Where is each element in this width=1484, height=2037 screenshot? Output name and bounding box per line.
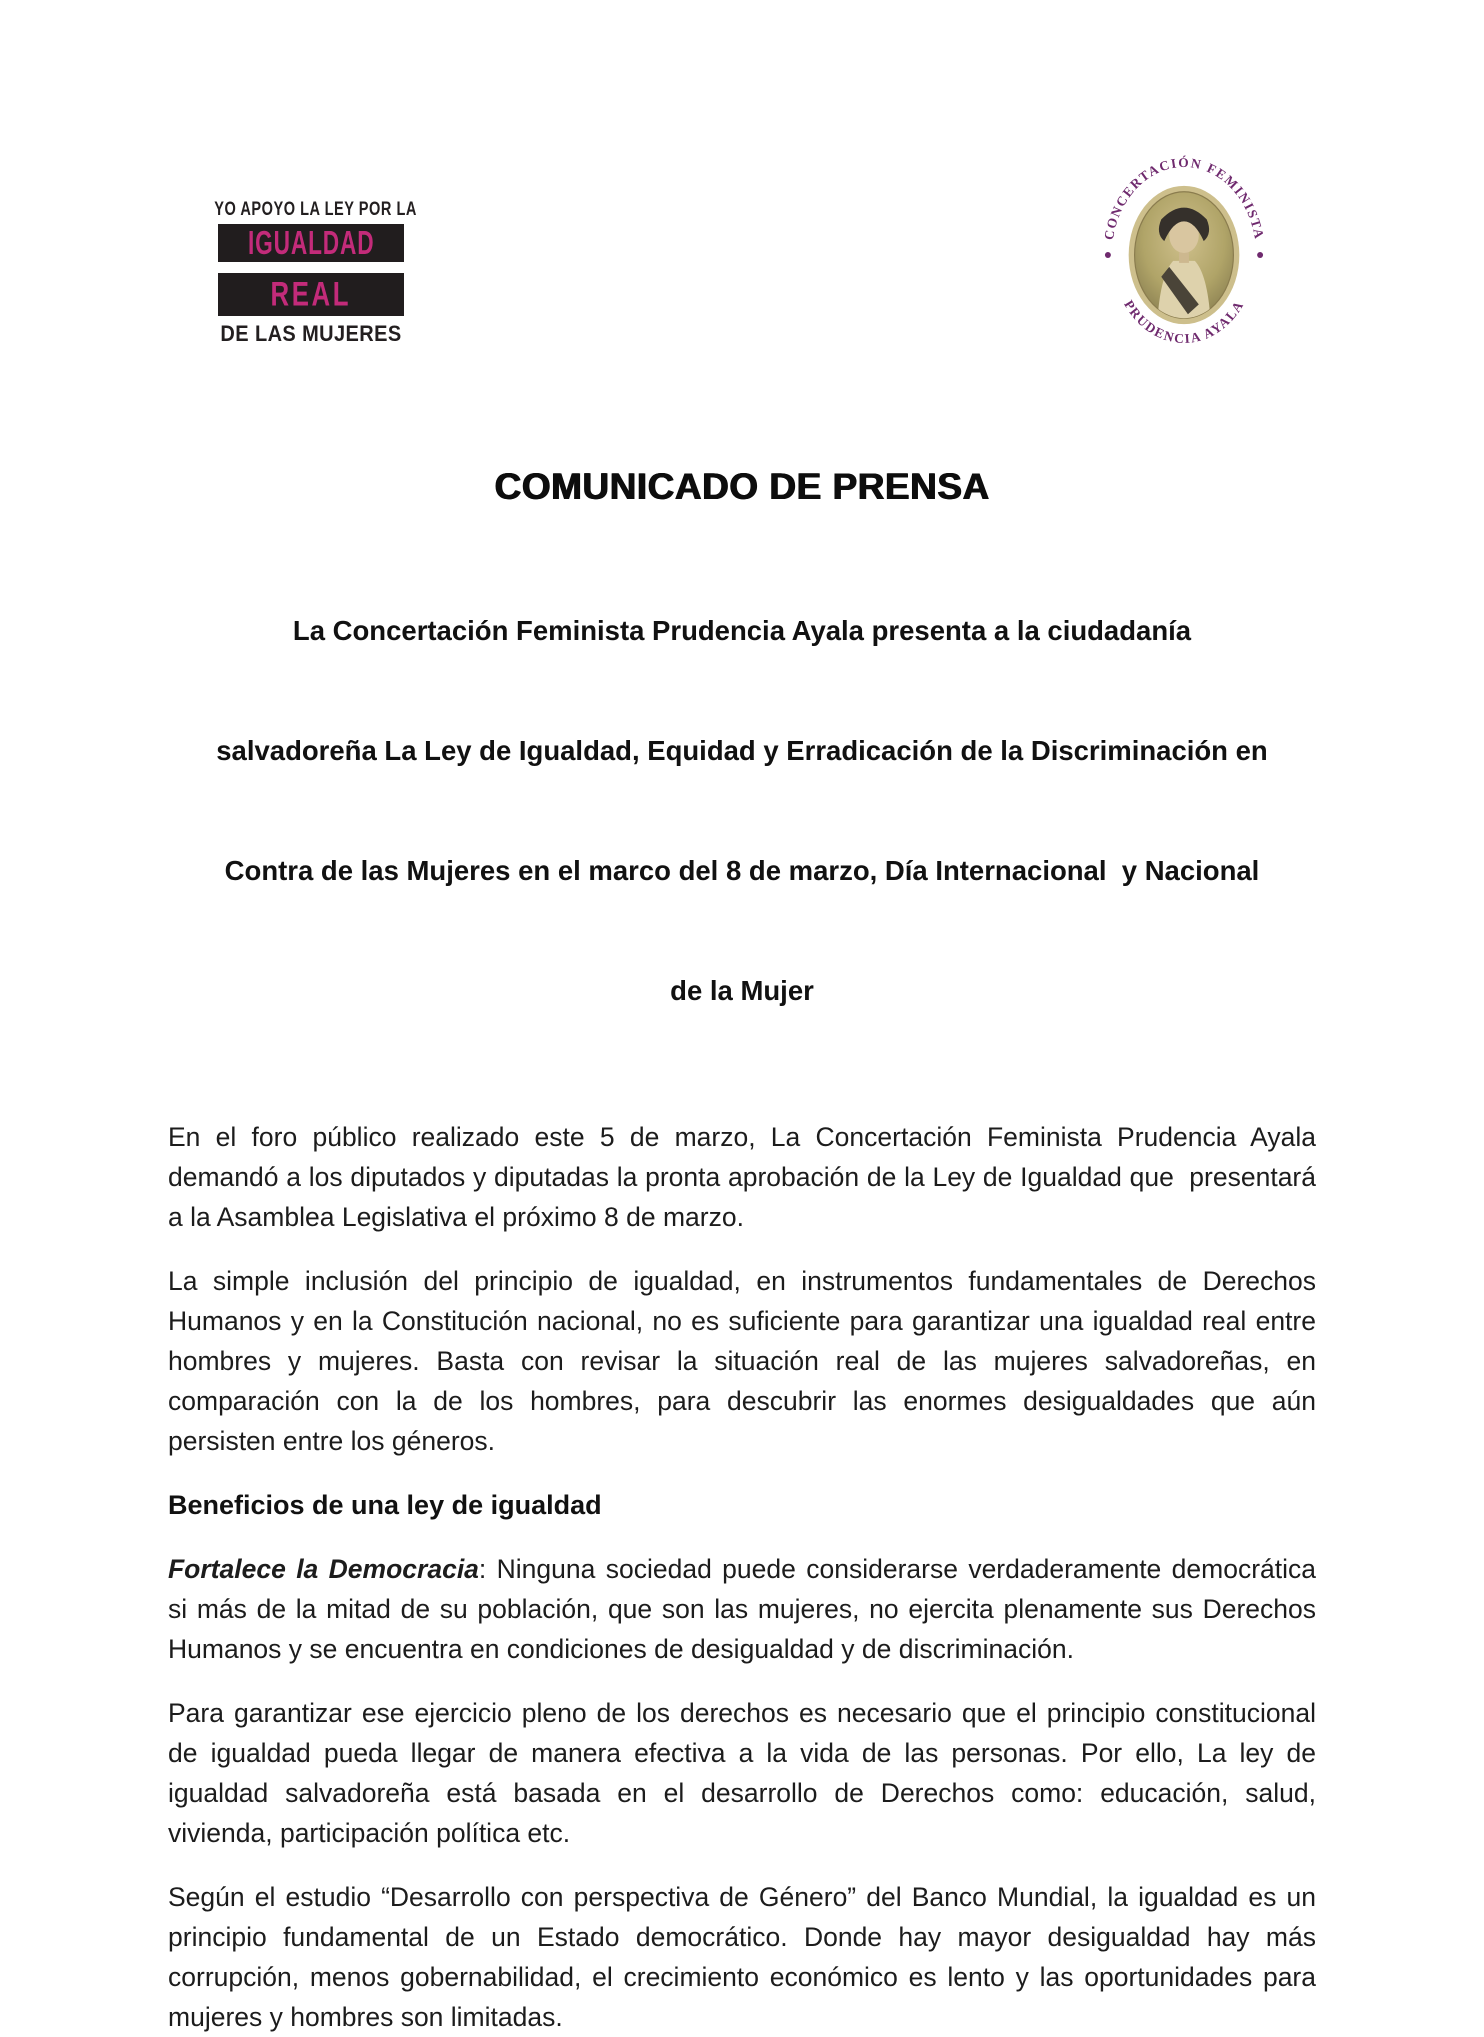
paragraph-lead-bold-italic: Fortalece la Democracia xyxy=(168,1554,479,1584)
campaign-tagline-bottom: DE LAS MUJERES xyxy=(220,322,402,347)
campaign-tagline-top: YO APOYO LA LEY POR LA xyxy=(214,196,417,220)
seal-arc-bottom-text: PRUDENCIA AYALA xyxy=(1121,297,1247,347)
subtitle-line-4: de la Mujer xyxy=(670,975,814,1006)
page-title: COMUNICADO DE PRENSA xyxy=(494,466,990,507)
campaign-banner-real xyxy=(218,273,404,316)
banner-word-igualdad: IGUALDAD xyxy=(247,224,375,261)
banner-word-real: REAL xyxy=(270,274,352,313)
subtitle-line-1: La Concertación Feminista Prudencia Ayala presenta a la ciudadanía xyxy=(292,615,1192,646)
seal-arc-top-text: CONCERTACIÓN FEMINISTA xyxy=(1100,155,1268,242)
paragraph-banco-mundial: Según el estudio “Desarrollo con perspectiva de Género” del Banco Mundial, la igualdad es un principio fundamental de un Estado democrático. Donde hay mayor desigualdad hay más corrupción, menos gobernabilidad, el crecimiento económico es lento y las oportunidades para mujeres y hombres son limitadas. xyxy=(168,1882,1324,2032)
organization-seal xyxy=(1100,155,1268,355)
subtitle-line-3: Contra de las Mujeres en el marco del 8 de marzo, Día Internacional y Nacional xyxy=(224,855,1260,886)
paragraph-garantizar-ejercicio: Para garantizar ese ejercicio pleno de los derechos es necesario que el principio constitucional de igualdad pueda llegar de manera efectiva a la vida de las personas. Por ello, La ley de igualdad salvadoreña está basada en el desarrollo de Derechos como: educación, salud, vivienda, participación política etc. xyxy=(168,1698,1324,1848)
paragraph-simple-inclusion: La simple inclusión del principio de igualdad, en instrumentos fundamentales de Derechos Humanos y en la Constitución nacional, no es suficiente para garantizar una igualdad real entre hombres y mujeres. Basta con revisar la situación real de las mujeres salvadoreñas, en comparación con la de los hombres, para descubrir las enormes desigualdades que aún persisten entre los géneros. xyxy=(168,1266,1324,1456)
paragraph-fortalece-rest: : Ninguna sociedad puede considerarse verdaderamente democrática si más de la mitad de su población, que son las mujeres, no ejercita plenamente sus Derechos Humanos y se encuentra en condiciones de desigualdad y de discriminación. xyxy=(168,1554,1324,1664)
paragraph-foro-publico: En el foro público realizado este 5 de marzo, La Concertación Feminista Prudencia Ayala demandó a los diputados y diputadas la pronta aprobación de la Ley de Igualdad que presentará a la Asamblea Legislativa el próximo 8 de marzo. xyxy=(168,1122,1324,1232)
seal-dot-right xyxy=(1257,252,1263,258)
document-header xyxy=(168,0,1316,465)
campaign-logo xyxy=(214,196,417,347)
document-subtitle xyxy=(168,531,1316,1091)
subtitle-line-2: salvadoreña La Ley de Igualdad, Equidad y Erradicación de la Discriminación en xyxy=(216,735,1268,766)
press-release-body xyxy=(168,465,1324,2037)
seal-dot-left xyxy=(1105,252,1111,258)
paragraph-fortalece-democracia xyxy=(168,1549,1324,1669)
section-heading-beneficios: Beneficios de una ley de igualdad xyxy=(168,1490,602,1520)
campaign-banner-igualdad xyxy=(218,224,404,262)
